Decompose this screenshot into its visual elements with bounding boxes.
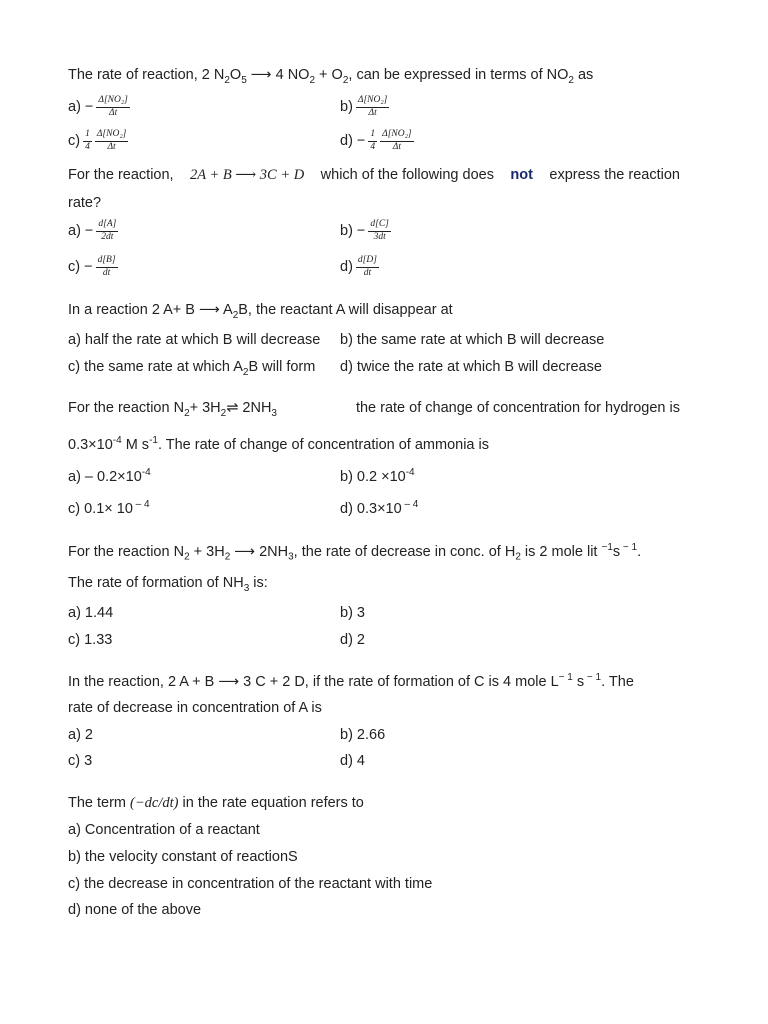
q4-stem-text: . The rate of change of concentration of ammonia is xyxy=(157,436,489,453)
q1-option-d xyxy=(340,130,414,153)
q4-option-d xyxy=(340,500,418,516)
q6-stem-text: s xyxy=(572,673,585,690)
fraction xyxy=(95,130,128,153)
numerator: d[C] xyxy=(368,220,390,232)
q1-stem: The rate of reaction, 2 $N_2O_5$ ⟶ 4 $NO_2 + O_2$, can be expressed in terms of $NO_2$ as xyxy=(68,67,594,86)
numerator: Δ[NO₂] xyxy=(356,96,389,108)
exponent: – 4 xyxy=(401,499,419,510)
q6-option-c: c) 3 xyxy=(68,753,93,769)
q5-stem-text: s xyxy=(612,543,621,560)
fraction xyxy=(368,130,377,153)
option-label: b) − xyxy=(340,223,366,240)
q3-option-b: b) the same rate at which B will decrease xyxy=(340,332,605,348)
q7-option-b: b) the velocity constant of reactionS xyxy=(68,849,298,865)
q4-option-a xyxy=(68,468,151,484)
q1-stem-text: , can be expressed in terms of NO xyxy=(348,67,569,83)
q4-option-c xyxy=(68,500,150,516)
q2-stem-text: For the reaction, xyxy=(68,167,174,183)
denominator: Δt xyxy=(392,141,401,152)
q5-option-d: d) 2 xyxy=(340,632,365,648)
exponent: -4 xyxy=(141,467,151,478)
option-text: c) 0.1× 10 xyxy=(68,500,133,517)
q1-stem-text: O xyxy=(229,67,242,83)
q2-stem-text: express the reaction xyxy=(549,167,680,183)
numerator: 1 xyxy=(83,130,92,142)
denominator: Δt xyxy=(368,107,377,118)
q5-stem-text: , the rate of decrease in conc. of H xyxy=(293,543,516,560)
fraction xyxy=(96,96,129,119)
exponent: −1 xyxy=(601,542,613,553)
q5-stem-text: is: xyxy=(249,575,268,591)
q5-stem-text: ⟶ 2NH xyxy=(230,543,289,560)
q5-stem-text: is 2 mole lit xyxy=(520,543,602,560)
q3-option-text: B will form xyxy=(248,359,316,375)
fraction xyxy=(96,256,118,279)
q6-option-b: b) 2.66 xyxy=(340,727,386,743)
q1-stem-text: The rate of reaction, 2 N xyxy=(68,67,225,83)
q1-option-a xyxy=(68,96,130,119)
option-label: c) − xyxy=(68,259,93,276)
q2-option-b xyxy=(340,220,391,243)
q4-stem-line2 xyxy=(68,436,489,452)
q1-stem-text: + O xyxy=(315,67,343,83)
q4-stem: For the reaction $N_2+$ $3H_2\rightleftharpoons$ $2NH_3$ the rate of change of concentration for hydrogen is xyxy=(68,400,680,419)
q4-option-b xyxy=(340,468,415,484)
q3-option-c: c) the same rate at which $A_2B$ will form xyxy=(68,359,316,378)
q2-stem xyxy=(68,168,680,183)
q6-stem-text: In the reaction, 2 A + B ⟶ 3 C + 2 D, if the rate of formation of C is 4 mole L xyxy=(68,673,559,690)
q6-stem xyxy=(68,673,680,689)
exponent: − 1 xyxy=(558,672,573,683)
option-label: d) − xyxy=(340,133,366,150)
q2-emphasis: not xyxy=(510,167,533,183)
q7-stem-text: in the rate equation refers to xyxy=(178,795,364,811)
q7-option-a: a) Concentration of a reactant xyxy=(68,822,260,838)
numerator: Δ[NO₂] xyxy=(95,130,128,142)
option-label: a) − xyxy=(68,223,94,240)
fraction xyxy=(380,130,413,153)
q5-option-a: a) 1.44 xyxy=(68,605,114,621)
denominator: 4 xyxy=(370,141,376,152)
option-text: a) – 0.2×10 xyxy=(68,468,142,485)
q3-option-text: c) the same rate at which A xyxy=(68,359,243,375)
q1-option-b xyxy=(340,96,389,119)
numerator: d[B] xyxy=(96,256,118,268)
denominator: Δt xyxy=(109,107,118,118)
q7-stem xyxy=(68,796,364,811)
q5-stem-line2: The rate of formation of $NH_3$ is: xyxy=(68,575,268,594)
fraction xyxy=(356,256,379,279)
numerator: d[D] xyxy=(356,256,379,268)
q6-stem-line2: rate of decrease in concentration of A is xyxy=(68,700,322,716)
option-text: b) 0.2 ×10 xyxy=(340,468,406,485)
q4-stem-text: For the reaction N xyxy=(68,400,185,416)
fraction xyxy=(368,220,390,243)
q4-stem-text: 0.3×10 xyxy=(68,436,113,453)
exponent: − 1 xyxy=(620,542,638,553)
exponent: – 4 xyxy=(132,499,150,510)
q5-stem-text: + 3H xyxy=(189,543,225,560)
q1-stem-text: ⟶ 4 NO xyxy=(246,67,310,83)
denominator: Δt xyxy=(107,141,116,152)
exponent: -4 xyxy=(405,467,415,478)
option-label: c) xyxy=(68,133,81,150)
q3-stem-text: In a reaction 2 A+ B ⟶ A xyxy=(68,302,233,318)
exponent: − 1 xyxy=(584,672,602,683)
q2-equation: 2A + B ⟶ 3C + D xyxy=(190,167,305,183)
q2-option-c xyxy=(68,256,118,279)
q5-stem-text: The rate of formation of NH xyxy=(68,575,244,591)
numerator: d[A] xyxy=(96,220,118,232)
option-text: d) 0.3×10 xyxy=(340,500,402,517)
denominator: 2dt xyxy=(101,231,114,242)
exponent: -4 xyxy=(112,435,122,446)
q2-stem-line2: rate? xyxy=(68,195,102,211)
q7-term: (−dc/dt) xyxy=(130,795,179,811)
q3-stem: In a reaction 2 A+ B ⟶ $A_2B$, the reactant A will disappear at xyxy=(68,302,453,321)
numerator: Δ[NO₂] xyxy=(380,130,413,142)
q5-stem-text: For the reaction N xyxy=(68,543,185,560)
q5-stem: For the reaction $N_2 + 3H_2$ ⟶ $2NH_3$, the rate of decrease in conc. of $H_2$ is 2 mole lit $^{-1}$s $^{- 1}$. xyxy=(68,542,642,563)
q6-option-a: a) 2 xyxy=(68,727,93,743)
q4-stem-text: ⇌ 2NH xyxy=(226,400,272,416)
q2-option-d xyxy=(340,256,379,279)
denominator: dt xyxy=(102,267,111,278)
option-label: d) xyxy=(340,259,353,276)
q4-stem-text: the rate of change of concentration for hydrogen is xyxy=(355,400,680,416)
q7-stem-text: The term xyxy=(68,795,131,811)
q7-option-c: c) the decrease in concentration of the reactant with time xyxy=(68,876,433,892)
q5-option-b: b) 3 xyxy=(340,605,365,621)
denominator: dt xyxy=(363,267,372,278)
numerator: Δ[NO₂] xyxy=(96,96,129,108)
fraction xyxy=(96,220,118,243)
q7-option-d: d) none of the above xyxy=(68,902,202,918)
q3-option-a: a) half the rate at which B will decrease xyxy=(68,332,321,348)
exponent: -1 xyxy=(149,435,158,446)
fraction xyxy=(356,96,389,119)
numerator: 1 xyxy=(368,130,377,142)
q4-stem-text: + 3H xyxy=(189,400,221,416)
q2-option-a xyxy=(68,220,118,243)
option-label: a) − xyxy=(68,99,94,116)
q3-stem-text: B, the reactant A will disappear at xyxy=(238,302,453,318)
q6-stem-text: . The xyxy=(601,673,634,690)
fraction xyxy=(83,130,92,153)
q4-stem-text: M s xyxy=(121,436,150,453)
q5-option-c: c) 1.33 xyxy=(68,632,113,648)
q1-stem-text: as xyxy=(573,67,594,83)
q2-stem-text: which of the following does xyxy=(320,167,494,183)
q3-option-d: d) twice the rate at which B will decrease xyxy=(340,359,602,375)
q1-option-c xyxy=(68,130,128,153)
denominator: 4 xyxy=(85,141,90,152)
q5-stem-text: . xyxy=(637,543,642,560)
denominator: 3dt xyxy=(373,231,386,242)
q6-option-d: d) 4 xyxy=(340,753,365,769)
option-label: b) xyxy=(340,99,353,116)
